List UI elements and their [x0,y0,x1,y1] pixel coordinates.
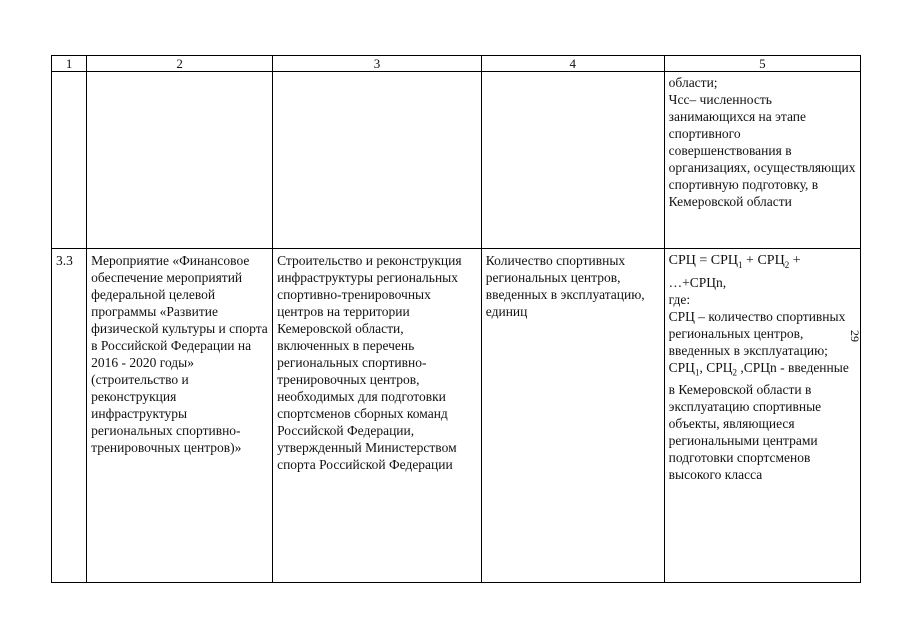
formula-subscript: 2 [784,259,790,270]
header-col-5: 5 [664,56,860,72]
formula-line-2: …+СРЦn, [668,274,727,290]
header-col-4: 4 [481,56,664,72]
formula-part: + СРЦ [742,253,785,268]
def-part: ,СРЦn - введенные в Кемеровской области в эксплуатацию спортивные объекты, являющиеся региональными центрами подготовки спортсменов высокого класса [668,359,849,483]
formula-part: СРЦ = СРЦ [668,253,739,268]
formula-definition-1: СРЦ – количество спортивных региональных центров, введенных в эксплуатацию; [668,308,846,358]
cont-cell-5: области; Чсс– численность занимающихся на этапе спортивного совершенствования в организациях, осуществляющих спортивную подготовку, в Кемеровской области [664,72,860,249]
def-subscript: 1 [694,367,700,378]
cont-cell-1 [52,72,87,249]
row-number: 3.3 [52,249,87,583]
def-part: , СРЦ [699,359,733,375]
header-col-2: 2 [87,56,273,72]
header-row [52,56,861,72]
cont-cell-4 [481,72,664,249]
formula-definition-2 [669,359,856,484]
header-col-1: 1 [52,56,87,72]
formula-cell [664,249,860,583]
cont-cell-3 [273,72,482,249]
def-subscript: 2 [732,367,737,378]
row-3-3 [52,249,861,583]
formula-part: + [789,253,801,268]
indicator-cell: Количество спортивных региональных центров, введенных в эксплуатацию, единиц [481,249,664,583]
description-cell: Строительство и реконструкция инфраструктуры региональных спортивно-тренировочных центров на территории Кемеровской области, включенных в перечень региональных спортивно-тренировочных центров, необходимых для подготовки спортсменов сборных команд Российской Федерации, утвержденный Министерством спорта Российской Федерации [273,249,482,583]
def-part: СРЦ [668,359,695,375]
formula-line-1 [669,252,856,274]
formula-where: где: [668,291,691,307]
continuation-row [52,72,861,249]
indicators-table [51,55,861,583]
cont-cell-2 [87,72,273,249]
formula-subscript: 1 [738,259,743,270]
page-number: 29 [848,330,862,342]
header-col-3: 3 [273,56,482,72]
activity-cell: Мероприятие «Финансовое обеспечение мероприятий федеральной целевой программы «Развитие физической культуры и спорта в Российской Федерации на 2016 - 2020 годы» (строительство и реконструкция инфраструктуры региональных спортивно-тренировочных центров)» [87,249,273,583]
